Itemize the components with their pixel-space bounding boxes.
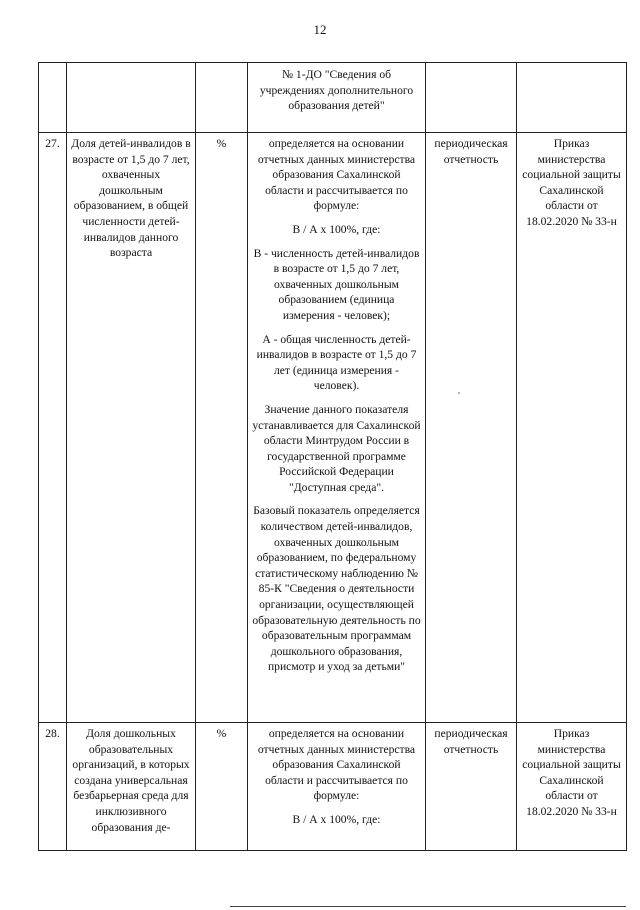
reporting-period: периодическая отчетность — [426, 133, 517, 723]
indicator-name: Доля детей-инвалидов в возрасте от 1,5 до 7 лет, охваченных дошкольным образованием, в общей численности детей-инвалидов данного возраста — [67, 133, 196, 723]
table-row-continuation — [39, 63, 627, 133]
table-row — [39, 133, 627, 723]
cell-unit — [196, 63, 248, 133]
method-paragraph: Значение данного показателя устанавливается для Сахалинской области Минтрудом России в государственной программе Российской Федерации "Доступная среда". — [252, 402, 421, 494]
method-paragraph: Базовый показатель определяется количеством детей-инвалидов, охваченных дошкольным образованием, по федеральному статистическому наблюдению № 85-К "Сведения о деятельности организации, осуществляющей образовательную деятельность по образовательным программам дошкольного образования, присмотр и уход за детьми" — [252, 504, 421, 674]
cell-name — [67, 63, 196, 133]
method-paragraph: А - общая численность детей-инвалидов в возрасте от 1,5 до 7 лет (единица измерения - человек). — [256, 332, 417, 393]
unit-of-measure: % — [196, 133, 248, 723]
page-number: 12 — [313, 22, 327, 37]
unit-of-measure: % — [196, 723, 248, 851]
calculation-method — [248, 133, 426, 723]
method-paragraph: определяется на основании отчетных данных министерства образования Сахалинской области и рассчитывается по формуле: — [257, 727, 416, 803]
formula: В / А х 100%, где: — [292, 812, 381, 826]
scan-artifact — [458, 392, 460, 394]
formula: В / А х 100%, где: — [292, 222, 381, 236]
legal-source: Приказ министерства социальной защиты Сахалинской области от 18.02.2020 № 33-н — [517, 723, 627, 851]
indicators-table — [38, 62, 627, 851]
method-paragraph: № 1-ДО "Сведения об учреждениях дополнительного образования детей" — [259, 68, 414, 113]
row-number: 28. — [39, 723, 67, 851]
indicator-name: Доля дошкольных образовательных организаций, в которых создана универсальная безбарьерная среда для инклюзивного образования де- — [67, 723, 196, 851]
cell-period — [426, 63, 517, 133]
cell-num — [39, 63, 67, 133]
calculation-method — [248, 723, 426, 851]
cell-method — [248, 63, 426, 133]
legal-source: Приказ министерства социальной защиты Сахалинской области от 18.02.2020 № 33-н — [517, 133, 627, 723]
cell-source — [517, 63, 627, 133]
reporting-period: периодическая отчетность — [426, 723, 517, 851]
table-row — [39, 723, 627, 851]
method-paragraph: В - численность детей-инвалидов в возрасте от 1,5 до 7 лет, охваченных дошкольным образованием (единица измерения - человек); — [253, 246, 420, 322]
page-bottom-rule — [230, 906, 626, 907]
row-number: 27. — [39, 133, 67, 723]
method-paragraph: определяется на основании отчетных данных министерства образования Сахалинской области и рассчитывается по формуле: — [257, 137, 416, 213]
